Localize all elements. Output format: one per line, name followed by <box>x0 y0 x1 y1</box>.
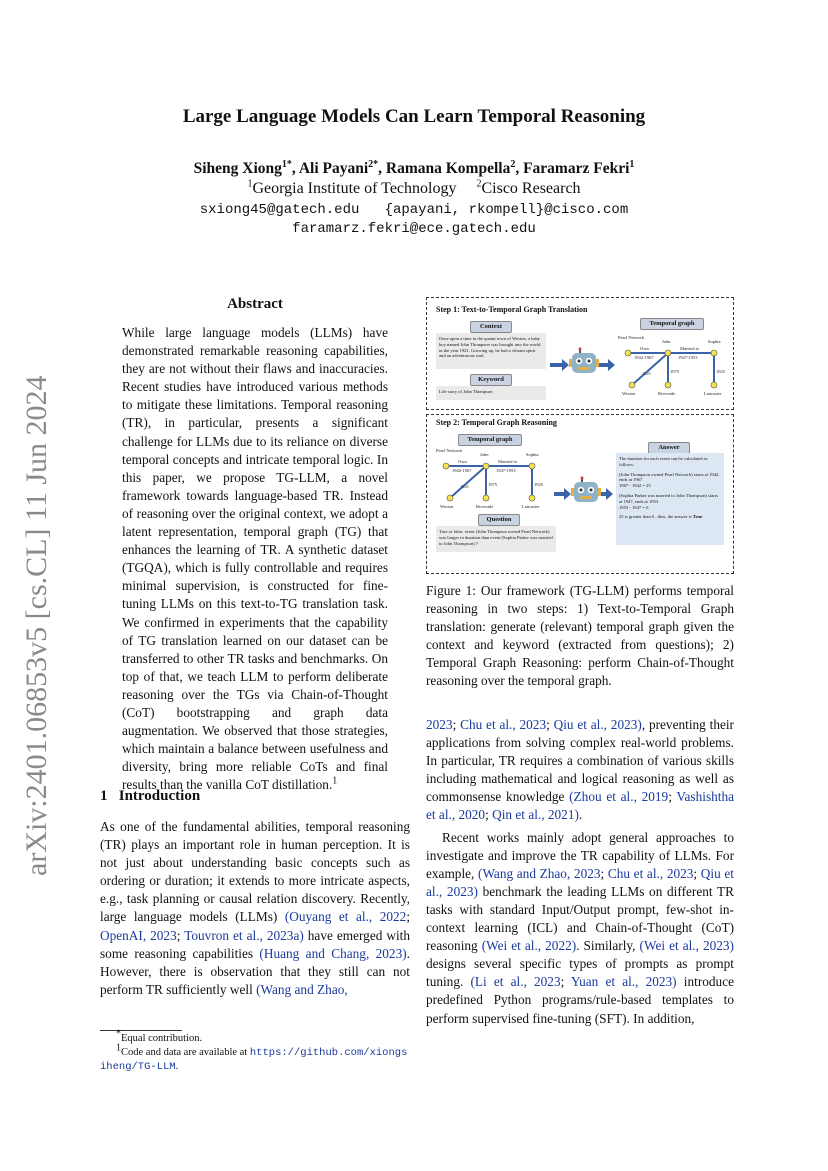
edge-label: 1921 <box>460 484 469 489</box>
citation-link[interactable]: Vashishtha et al., 2020 <box>426 789 735 823</box>
author-mark: 2 <box>510 158 516 170</box>
intro-column-right <box>426 716 734 1028</box>
intro-text: . However, there is observation that they still can not perform TR sufficiently well <box>100 945 410 997</box>
author-mark: 2* <box>368 158 379 170</box>
graph-node <box>443 463 449 469</box>
intro-text: benchmark the leading LLMs on different TR tasks with standard Input/Output prompt, few-shot in-context learning (ICL) and Chain-of-Thought (CoT) reasoning <box>426 883 734 954</box>
citation-link[interactable]: (Zhou et al., 2019 <box>569 789 669 805</box>
affil-name: Georgia Institute of Technology <box>252 180 457 197</box>
citation-link[interactable]: (Wang and Zhao, 2023 <box>478 865 601 881</box>
context-panel: Once upon a time in the quaint town of Weston, a baby boy named John Thompson was brought into the world in the year 1921. Growing up, he had a vibrant spirit and an adventurous soul. <box>436 333 546 369</box>
edge-label: 1975 <box>488 482 497 487</box>
edge-label: 1925 <box>534 482 543 487</box>
answer-label: Answer <box>648 442 690 454</box>
step-1-title: Step 1: Text-to-Temporal Graph Translation <box>436 305 588 314</box>
node-label: Weston <box>440 504 454 509</box>
citation-link[interactable]: Qin et al., 2021) <box>492 807 579 823</box>
cite-sep: ; <box>560 974 571 990</box>
node-label: Lancaster <box>704 391 722 396</box>
edge-label: Married to <box>498 459 518 464</box>
node-label: Riverside <box>476 504 494 509</box>
answer-end: . <box>702 514 704 520</box>
answer-line: (John Thompson owned Pearl Network) starts at 1942, ends at 1967 1967 - 1942 = 25 <box>619 471 720 489</box>
node-label: Pearl Network <box>436 448 463 453</box>
edge-label: Own <box>458 459 467 464</box>
abstract-text: While large language models (LLMs) have demonstrated remarkable reasoning capabilities, they are not without their flaws and inaccuracies. Recent studies have introduced various methods to mitigate these limitations. Temporal reasoning (TR), in particular, presents a significant challenge for LLMs due to its reliance on diverse temporal concepts and intricate temporal logic. In this paper, we propose TG-LLM, a novel framework towards language-based TR. Instead of reasoning over the original context, we adopt a latent representation, temporal graph (TG) that enhances the learning of TR. A synthetic dataset (TGQA), which is fully controllable and requires minimal supervision, is constructed for fine-tuning LLMs on this text-to-TG translation task. We confirmed in experiments that the capability of TG translation learned on our dataset can be transferred to other TR tasks and benchmarks. On top of that, we teach LLM to perform deliberate reasoning over the TGs via Chain-of-Thought (CoT) bootstrapping and graph data augmentation. We observed that those strategies, which maintain a balance between usefulness and diversity, bring more reliable CoTs and final results than the vanilla CoT distillation. <box>122 325 388 793</box>
graph-node <box>625 350 631 356</box>
footnote-end: . <box>175 1061 179 1072</box>
robot-icon <box>569 348 599 374</box>
section-heading-introduction <box>100 788 200 805</box>
code-url-link[interactable]: https://github.com/xiongsiheng/TG-LLM <box>100 1047 408 1073</box>
intro-text: Recent works mainly adopt general approaches to investigate and improve the TR capability of LLMs. For example, <box>426 829 734 881</box>
author-list: Siheng Xiong$^{1*}$, Ali Payani$^{2*}$, Ramana Kompella$^2$, Faramarz Fekri$^1$ <box>193 158 635 177</box>
citation-link[interactable]: 2023 <box>426 717 453 732</box>
graph-node <box>447 495 453 501</box>
abstract-heading: Abstract <box>227 296 283 312</box>
intro-column-left <box>100 818 410 999</box>
answer-line: The duration for each event can be calculated as follows: <box>619 456 708 467</box>
edge-label: 1942-1967 <box>634 355 654 360</box>
author-mark: 1* <box>281 158 292 170</box>
email-line-2: faramarz.fekri@ece.gatech.edu <box>292 221 536 237</box>
graph-node <box>665 350 671 356</box>
section-number: 1 <box>100 788 108 804</box>
node-label: John <box>480 452 489 457</box>
temporal-graph-label-1: Temporal graph <box>640 318 704 330</box>
cite-sep: ; <box>406 909 411 925</box>
cite-sep: ; <box>693 865 701 881</box>
author-name: Ramana Kompella <box>385 160 511 177</box>
arrow-right-icon <box>550 359 569 371</box>
step-2-title: Step 2: Temporal Graph Reasoning <box>436 418 557 427</box>
arxiv-stamp <box>10 360 60 880</box>
graph-node <box>529 463 535 469</box>
graph-node <box>483 495 489 501</box>
arxiv-id: arXiv:2401.06853v5 [cs.CL] 11 Jun 2024 <box>20 375 53 876</box>
author-name: Siheng Xiong <box>193 160 282 177</box>
footnote-mark: 1 <box>116 1042 121 1054</box>
keyword-panel: Life story of John Thompson <box>436 386 546 400</box>
node-label: Sophia <box>708 339 721 344</box>
node-label: Weston <box>622 391 636 396</box>
robot-icon <box>571 477 601 503</box>
cite-sep: ; <box>176 927 185 943</box>
context-label: Context <box>470 321 512 333</box>
graph-node <box>483 463 489 469</box>
citation-link[interactable]: Yuan et al., 2023) <box>570 974 677 990</box>
answer-line: (Sophia Parker was married to John Thompson) starts at 1947, ends at 1953 1953 - 1947 = 6 <box>619 492 718 510</box>
footnote-text: Code and data are available at <box>121 1047 250 1058</box>
intro-text: As one of the fundamental abilities, temporal reasoning (TR) plays an important role in human perception. It is not just about understanding basic concepts such as ordering or duration; it extends to more intricate aspects, e.g., task planning or causal relation discovery. Recently, large language models (LLMs) <box>100 819 410 925</box>
edge-label: Married to <box>680 346 700 351</box>
keyword-label: Keyword <box>470 374 512 386</box>
citation-link[interactable]: (Huang and Chang, 2023) <box>259 945 407 961</box>
node-label: John <box>662 339 671 344</box>
author-name: Ali Payani <box>298 160 369 177</box>
intro-text: have emerged with some reasoning capabilities <box>100 927 411 961</box>
edge-label: 1947-1953 <box>496 468 516 473</box>
paper-title: Large Language Models Can Learn Temporal Reasoning <box>182 106 646 127</box>
edge-label: 1942-1967 <box>452 468 472 473</box>
answer-line: 25 is greater than 6 , thus, the answer is <box>619 514 693 520</box>
author-mark: 1 <box>629 158 635 170</box>
temporal-graph-2 <box>436 444 548 512</box>
intro-text: . Similarly, <box>576 938 640 954</box>
cite-sep: ; <box>485 807 493 823</box>
affil-mark: 2 <box>476 178 482 190</box>
citation-link[interactable]: Qiu et al., 2023) <box>426 865 734 899</box>
question-label: Question <box>478 514 520 526</box>
edge-label: 1947-1953 <box>678 355 698 360</box>
temporal-graph-1 <box>618 327 730 399</box>
graph-node <box>665 382 671 388</box>
graph-node <box>529 495 535 501</box>
figure-caption: Figure 1: Our framework (TG-LLM) performs temporal reasoning in two steps: 1) Text-to-Temporal Graph translation: generate (relevant) temporal graph given the context and keyword (extracted from questions); 2) Temporal Graph Reasoning: perform Chain-of-Thought reasoning over the temporal graph. <box>426 583 734 689</box>
citation-link[interactable]: (Wei et al., 2023) <box>639 938 734 954</box>
abstract-body <box>122 324 388 794</box>
intro-text: designs several specific types of prompts as prompt tuning. <box>426 956 734 990</box>
footnote-rule <box>100 1030 182 1031</box>
graph-node <box>629 382 635 388</box>
citation-link[interactable]: (Wei et al., 2022) <box>481 938 577 954</box>
figure-1 <box>426 297 734 575</box>
email-line-1: sxiong45@gatech.edu {apayani, rkompell}@cisco.com <box>199 202 629 218</box>
affiliations <box>0 180 828 198</box>
citation-link[interactable]: Qiu et al., 2023) <box>553 717 642 732</box>
intro-text: . <box>578 807 583 823</box>
affil-name: Cisco Research <box>481 180 581 197</box>
cite-sep: ; <box>452 717 461 732</box>
graph-node <box>711 350 717 356</box>
intro-text: introduce predefined Python programs/rule-based templates to perform supervised fine-tuning (SFT). In addition, <box>426 974 734 1026</box>
footnotes <box>100 1028 410 1074</box>
author-name: Faramarz Fekri <box>523 160 630 177</box>
node-label: Lancaster <box>522 504 540 509</box>
footnote-text: Equal contribution. <box>121 1033 203 1044</box>
arrow-right-icon <box>554 488 571 500</box>
intro-text: , preventing their applications from solving complex real-world problems. In particular, TR requires a combination of various skills including mathematical and logical reasoning as well as commonsense knowledge <box>426 717 734 805</box>
affil-mark: 1 <box>247 178 253 190</box>
node-label: Pearl Network <box>618 335 645 340</box>
footnote-mark: * <box>116 1028 121 1040</box>
edge-label: 1975 <box>670 369 679 374</box>
citation-link[interactable]: Chu et al., 2023 <box>607 865 694 881</box>
question-panel: True or false: event (John Thompson owned Pearl Network) was longer in duration than event (Sophia Parker was married to John Thompson) ? <box>436 526 556 552</box>
cite-sep: ; <box>546 717 554 732</box>
edge-label: Own <box>640 346 649 351</box>
footnote-ref: 1 <box>332 775 338 787</box>
node-label: Riverside <box>658 391 676 396</box>
node-label: Sophia <box>526 452 539 457</box>
citation-link[interactable]: (Li et al., 2023 <box>470 974 561 990</box>
edge-label: 1921 <box>642 371 651 376</box>
citation-link[interactable]: (Ouyang et al., 2022 <box>284 909 407 925</box>
section-title: Introduction <box>118 788 201 804</box>
edge-label: 1925 <box>716 369 725 374</box>
citation-link[interactable]: Touvron et al., 2023a) <box>184 927 304 943</box>
cite-sep: ; <box>600 865 608 881</box>
citation-link[interactable]: Chu et al., 2023 <box>460 717 547 732</box>
answer-value: True <box>692 514 703 520</box>
citation-link[interactable]: (Wang and Zhao, <box>256 981 348 997</box>
cite-sep: ; <box>668 789 677 805</box>
temporal-graph-label-2: Temporal graph <box>458 434 522 446</box>
graph-node <box>711 382 717 388</box>
citation-link[interactable]: OpenAI, 2023 <box>100 927 177 943</box>
